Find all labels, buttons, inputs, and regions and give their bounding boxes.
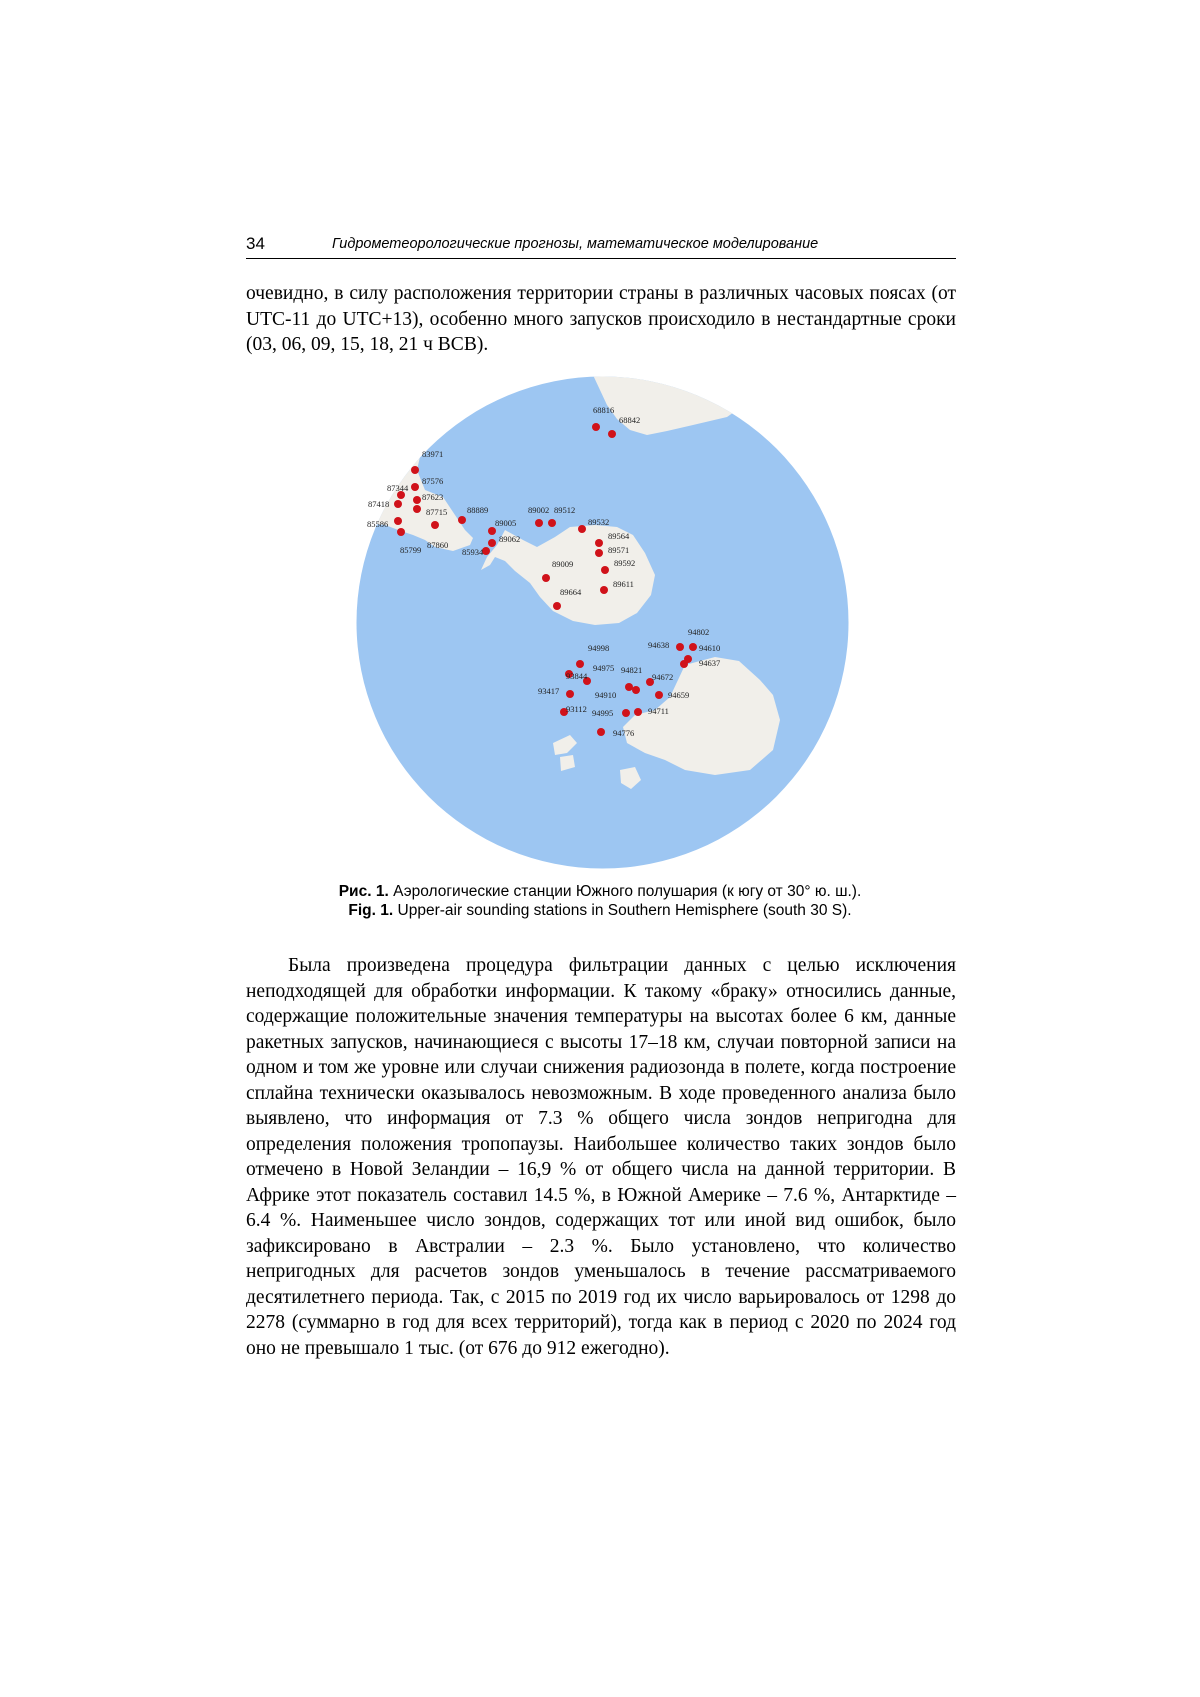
station-label: 89571 (608, 545, 630, 555)
station-map-figure (355, 375, 850, 870)
station-label: 89062 (499, 534, 521, 544)
station-label: 89009 (552, 559, 574, 569)
running-header (246, 234, 956, 259)
station-label: 94998 (588, 643, 610, 653)
station-label: 68816 (593, 405, 615, 415)
caption-en-label: Fig. 1. (348, 902, 394, 919)
station-marker (488, 527, 496, 535)
station-marker (632, 686, 640, 694)
station-marker (413, 496, 421, 504)
station-marker (431, 521, 439, 529)
station-label: 89592 (614, 558, 636, 568)
station-marker (601, 566, 609, 574)
station-label: 87715 (426, 507, 448, 517)
station-label: 94638 (648, 640, 670, 650)
station-marker (553, 602, 561, 610)
station-marker (397, 528, 405, 536)
station-marker (689, 643, 697, 651)
polar-map (355, 375, 850, 870)
caption-ru (260, 882, 940, 901)
paragraph-filtering: Была произведена процедура фильтрации данных с целью исключения неподходящей для обработки информации. К такому «браку» относились данные, содержащие положительные значения температуры на высотах более 6 км, данные ракетных запусков, начинающиеся с высоты 17–18 км, случаи повторной записи на одном и том же уровне или случаи снижения радиозонда в полете, когда построение сплайна технически оказывалось невозможным. В ходе проведенного анализа было выявлено, что информация от 7.3 % общего числа зондов непригодна для определения положения тропопаузы. Наибольшее количество таких зондов было отмечено в Новой Зеландии – 16,9 % от общего числа на данной территории. В Африке этот показатель составил 14.5 %, в Южной Америке – 7.6 %, Антарктиде – 6.4 %. Наименьшее число зондов, содержащих тот или иной вид ошибок, было зафиксировано в Австралии – 2.3 %. Было установлено, что количество непригодных для расчетов зондов уменьшалось в течение рассматриваемого десятилетнего периода. Так, с 2015 по 2019 год их число варьировалось от 1298 до 2278 (суммарно в год для всех территорий), тогда как в период с 2020 по 2024 год оно не превышало 1 тыс. (от 676 до 912 ежегодно). (246, 955, 956, 1359)
station-marker (458, 516, 466, 524)
station-label: 94995 (592, 708, 614, 718)
station-label: 87418 (368, 499, 390, 509)
station-marker (394, 500, 402, 508)
journal-title: Гидрометеорологические прогнозы, математическое моделирование (332, 236, 819, 252)
station-label: 87344 (387, 483, 409, 493)
station-label: 88889 (467, 505, 489, 515)
station-label: 93112 (566, 704, 587, 714)
station-marker (576, 660, 584, 668)
station-label: 93417 (538, 686, 560, 696)
station-marker (413, 505, 421, 513)
station-marker (597, 728, 605, 736)
station-label: 85586 (367, 519, 389, 529)
paragraph-intro: очевидно, в силу расположения территории страны в различных часовых поясах (от UTC-11 до UTC+13), особенно много запусков происходило в нестандартные сроки (03, 06, 09, 15, 18, 21 ч ВСВ). (246, 283, 956, 355)
station-marker (488, 539, 496, 547)
station-marker (548, 519, 556, 527)
station-label: 83971 (422, 449, 444, 459)
station-label: 87576 (422, 476, 444, 486)
station-label: 89611 (613, 579, 634, 589)
station-marker (634, 708, 642, 716)
station-marker (622, 709, 630, 717)
caption-en (260, 901, 940, 920)
station-label: 94637 (699, 658, 721, 668)
caption-en-text: Upper-air sounding stations in Southern Hemisphere (south 30 S). (397, 902, 852, 919)
station-marker (592, 423, 600, 431)
figure-caption (260, 882, 940, 920)
station-marker (655, 691, 663, 699)
station-label: 94802 (688, 627, 710, 637)
page-number: 34 (246, 234, 265, 253)
station-marker (595, 539, 603, 547)
station-label: 94910 (595, 690, 617, 700)
caption-ru-text: Аэрологические станции Южного полушария (к югу от 30° ю. ш.). (393, 883, 862, 900)
station-marker (566, 690, 574, 698)
station-marker (411, 466, 419, 474)
station-marker (676, 643, 684, 651)
station-label: 89664 (560, 587, 582, 597)
station-label: 87623 (422, 492, 444, 502)
station-marker (680, 660, 688, 668)
station-label: 85934 (462, 547, 484, 557)
station-label: 89512 (554, 505, 576, 515)
station-label: 94975 (593, 663, 615, 673)
station-label: 94821 (621, 665, 643, 675)
station-label: 94776 (613, 728, 635, 738)
station-label: 85799 (400, 545, 422, 555)
station-marker (394, 517, 402, 525)
station-label: 94610 (699, 643, 721, 653)
station-marker (411, 483, 419, 491)
station-label: 89532 (588, 517, 610, 527)
station-label: 89564 (608, 531, 630, 541)
station-label: 68842 (619, 415, 641, 425)
station-label: 94672 (652, 672, 674, 682)
station-marker (535, 519, 543, 527)
station-marker (600, 586, 608, 594)
station-marker (578, 525, 586, 533)
station-marker (625, 683, 633, 691)
caption-ru-label: Рис. 1. (338, 883, 389, 900)
station-label: 87860 (427, 540, 449, 550)
station-label: 94711 (648, 706, 669, 716)
station-label: 89005 (495, 518, 517, 528)
station-marker (595, 549, 603, 557)
station-label: 94659 (668, 690, 690, 700)
station-label: 89002 (528, 505, 550, 515)
station-marker (608, 430, 616, 438)
station-label: 93844 (566, 671, 588, 681)
station-marker (542, 574, 550, 582)
